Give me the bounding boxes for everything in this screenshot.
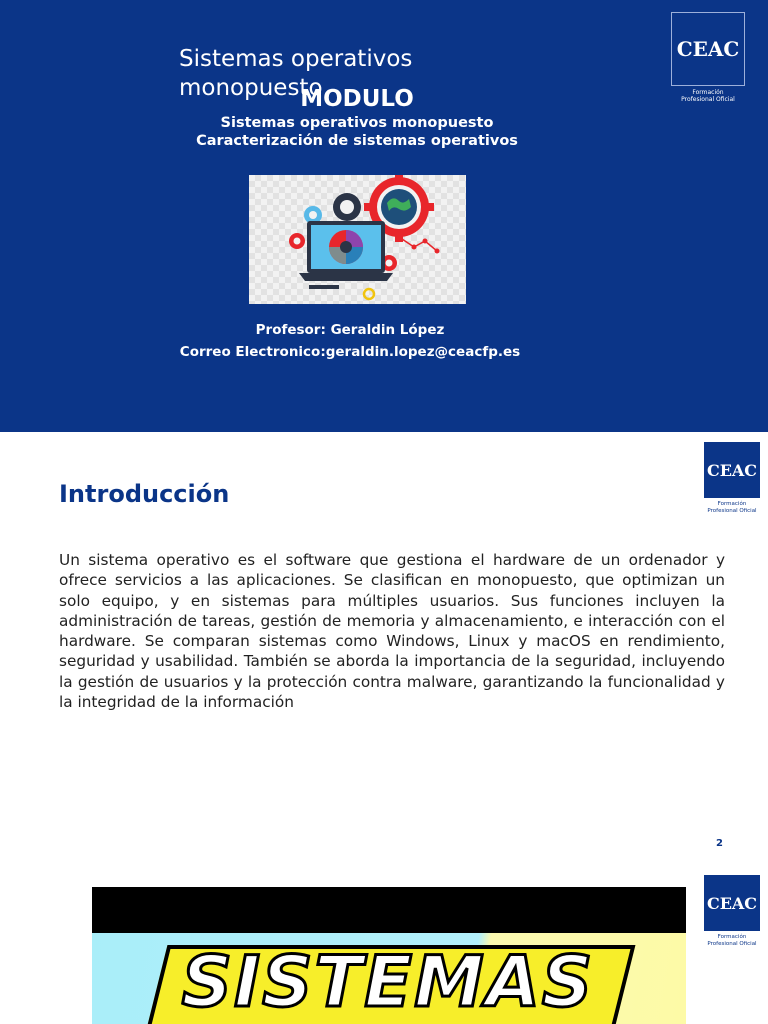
ceac-logo: [704, 442, 760, 514]
gear-icon-dark: [333, 193, 361, 221]
banner-word: SISTEMAS: [181, 941, 595, 1023]
ceac-logo: [704, 875, 760, 947]
subtitle-course: Sistemas operativos monopuesto: [220, 115, 494, 131]
professor-email: Correo Electronico:geraldin.lopez@ceacfp.es: [179, 344, 521, 360]
ceac-logo-mark: CEAC: [704, 875, 760, 931]
ceac-logo: [671, 12, 745, 103]
ceac-logo-caption: Formación Profesional Oficial: [681, 89, 735, 103]
professor-name: Profesor: Geraldin López: [255, 322, 445, 338]
intro-paragraph: Un sistema operativo es el software que gestiona el hardware de un ordenador y ofrece servicios a las aplicaciones. Se clasifican en monopuesto, que optimizan un solo equipo, y en sistemas para múltiples usuarios. Sus funciones incluyen la administración de tareas, gestión de memoria y almacenamiento, e interacción con el hardware. Se comparan sistemas como Windows, Linux y macOS en rendimiento, seguridad y usabilidad. También se aborda la importancia de la seguridad, incluyendo la gestión de usuarios y la protección contra malware, garantizando la funcionalidad y la integridad de la información: [59, 551, 725, 712]
banner-black-bar: [92, 887, 686, 933]
laptop-icon: [299, 221, 393, 281]
subtitle-topic: Caracterización de sistemas operativos: [196, 133, 518, 149]
ceac-logo-mark: CEAC: [704, 442, 760, 498]
slide-introduction: [0, 432, 768, 870]
ceac-logo-caption: Formación Profesional Oficial: [707, 934, 757, 947]
computer-gears-illustration: [249, 175, 466, 304]
overlay-title: Sistemas operativos monopuesto: [179, 46, 413, 101]
slide-sistemas-banner: [0, 870, 768, 1024]
module-heading: MODULO: [300, 86, 414, 112]
ceac-logo-mark: CEAC: [671, 12, 745, 86]
slide-title: [0, 0, 768, 432]
slide-heading: Introducción: [59, 480, 230, 508]
page-number: 2: [716, 838, 723, 849]
gear-icon-red-small: [289, 233, 305, 249]
ceac-logo-caption: Formación Profesional Oficial: [707, 501, 757, 514]
sistemas-banner-image: [92, 887, 686, 1024]
